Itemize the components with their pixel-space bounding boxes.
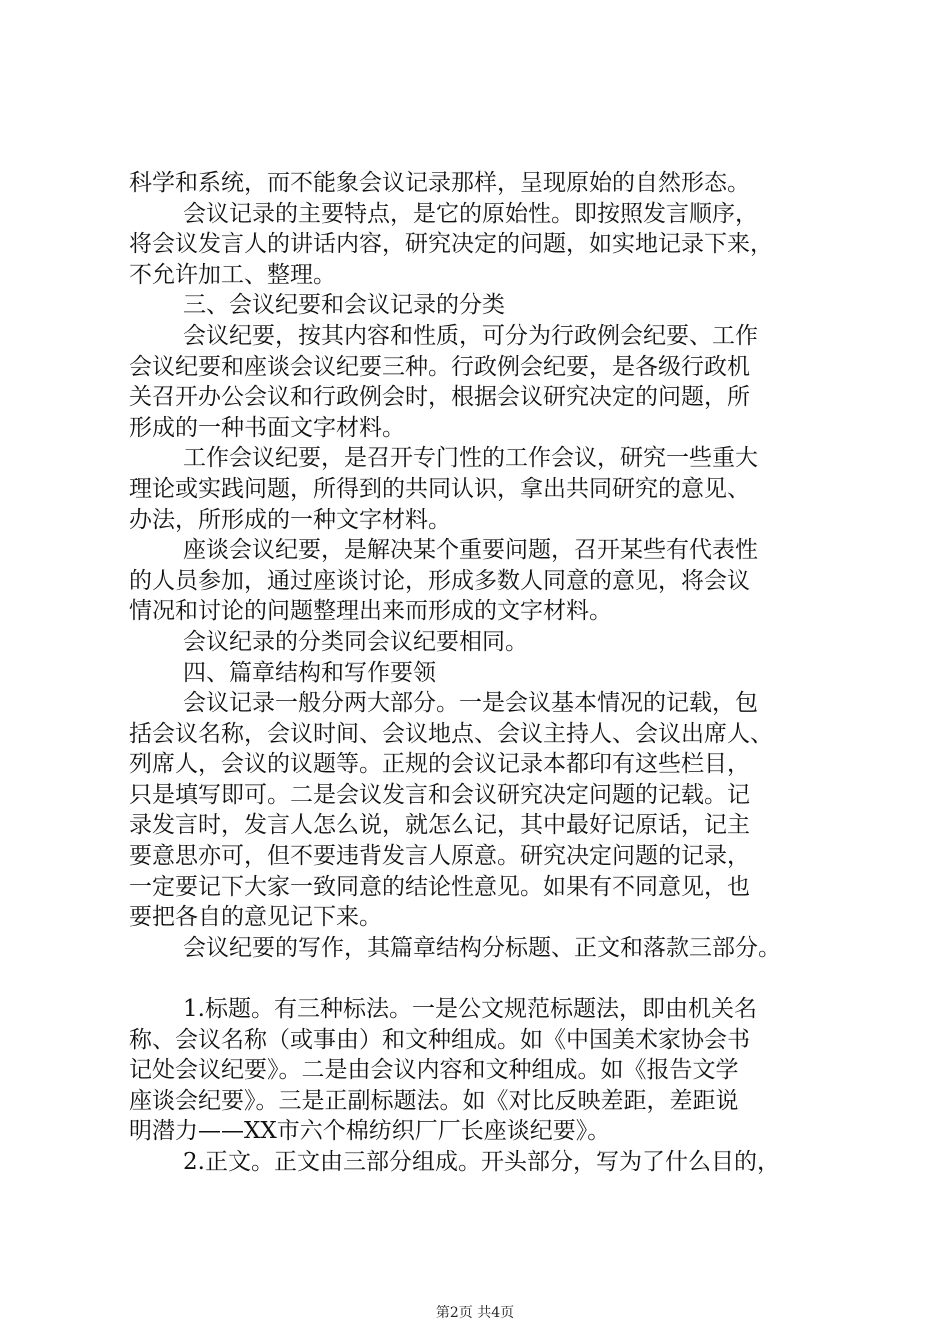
text-line: 会议纪要和座谈会议纪要三种。行政例会纪要，是各级行政机 [129, 353, 750, 380]
text-line: 会议纪要，按其内容和性质，可分为行政例会纪要、工作 [183, 322, 758, 349]
text-line: 要把各自的意见记下来。 [129, 904, 382, 931]
text-line: 三、会议纪要和会议记录的分类 [183, 292, 505, 319]
text-line: 2.正文。正文由三部分组成。开头部分，写为了什么目的， [183, 1149, 780, 1175]
text-line: 列席人，会议的议题等。正规的会议记录本都印有这些栏目， [129, 751, 750, 778]
text-line: 括会议名称，会议时间、会议地点、会议主持人、会议出席人、 [129, 720, 773, 747]
text-line: 会议纪录的分类同会议纪要相同。 [183, 628, 528, 655]
text-line: 座谈会议纪要，是解决某个重要问题，召开某些有代表性 [183, 537, 758, 564]
text-line: 要意思亦可，但不要违背发言人原意。研究决定问题的记录， [129, 843, 750, 870]
text-line: 记处会议纪要》。二是由会议内容和文种组成。如《报告文学 [129, 1057, 739, 1084]
text-line: 四、篇章结构和写作要领 [183, 659, 436, 686]
text-line: 形成的一种书面文字材料。 [129, 414, 405, 441]
text-line: 只是填写即可。二是会议发言和会议研究决定问题的记载。记 [129, 781, 750, 808]
text-line: 的人员参加，通过座谈讨论，形成多数人同意的意见，将会议 [129, 567, 750, 594]
text-line: 会议记录的主要特点，是它的原始性。即按照发言顺序， [183, 200, 758, 227]
text-line: 座谈会纪要》。三是正副标题法。如《对比反映差距，差距说 [129, 1087, 739, 1114]
text-line: 工作会议纪要，是召开专门性的工作会议，研究一些重大 [183, 445, 758, 472]
text-line: 科学和系统，而不能象会议记录那样，呈现原始的自然形态。 [129, 170, 750, 196]
text-line: 一定要记下大家一致同意的结论性意见。如果有不同意见，也 [129, 873, 750, 900]
text-line: 会议纪要的写作，其篇章结构分标题、正文和落款三部分。 [183, 934, 781, 961]
text-line: 将会议发言人的讲话内容，研究决定的问题，如实地记录下来， [129, 231, 773, 258]
text-line: 1.标题。有三种标法。一是公文规范标题法，即由机关名 [183, 996, 757, 1023]
text-line: 称、会议名称（或事由）和文种组成。如《中国美术家协会书 [129, 1026, 750, 1053]
blank-line [129, 963, 859, 994]
page-footer: 第2页 共4页 [435, 1305, 515, 1321]
text-line: 办法，所形成的一种文字材料。 [129, 506, 451, 533]
document-body [129, 168, 859, 1178]
text-line: 会议记录一般分两大部分。一是会议基本情况的记载，包 [183, 690, 758, 717]
text-line: 关召开办公会议和行政例会时，根据会议研究决定的问题，所 [129, 384, 750, 411]
text-line: 不允许加工、整理。 [129, 261, 336, 288]
text-line: 录发言时，发言人怎么说，就怎么记，其中最好记原话，记主 [129, 812, 750, 839]
text-line: 情况和讨论的问题整理出来而形成的文字材料。 [129, 598, 612, 625]
text-line: 明潜力——XX市六个棉纺织厂厂长座谈纪要》。 [129, 1118, 611, 1145]
text-line: 理论或实践问题，所得到的共同认识，拿出共同研究的意见、 [129, 475, 750, 502]
